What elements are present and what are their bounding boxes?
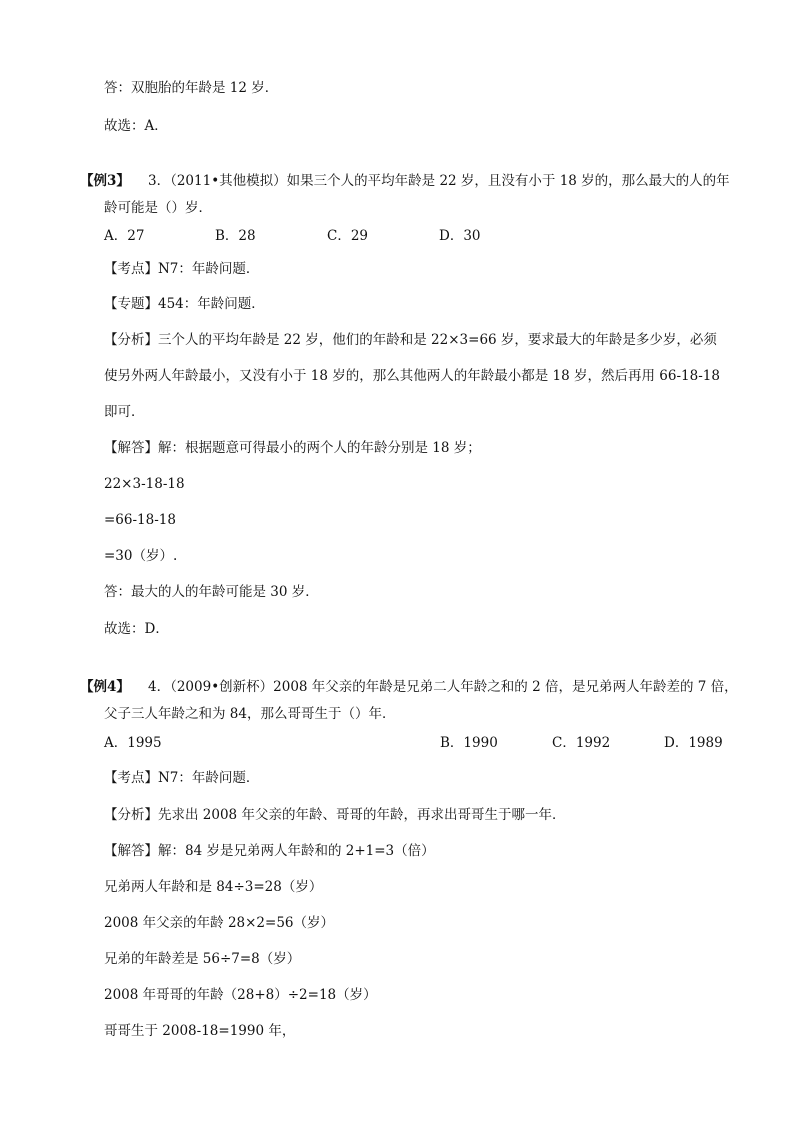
example-4-options <box>104 734 744 752</box>
example-4-option-a: A．1995 <box>104 735 162 751</box>
example-4-question-line2: 父子三人年龄之和为 84，那么哥哥生于（）年． <box>104 706 396 722</box>
example-3-zhuanti: 【专题】454：年龄问题． <box>104 296 265 312</box>
example-4-step-4: 2008 年哥哥的年龄（28+8）÷2=18（岁） <box>104 987 377 1003</box>
example-3-option-b: B．28 <box>215 228 256 244</box>
example-4-kaodian: 【考点】N7：年龄问题． <box>104 770 260 786</box>
example-3-fenxi-line1: 【分析】三个人的平均年龄是 22 岁，他们的年龄和是 22×3=66 岁，要求最大的年龄是多少岁，必须 <box>104 332 717 348</box>
example-4-option-c: C．1992 <box>552 735 611 751</box>
example-3-choice: 故选：D． <box>104 621 169 637</box>
prev-choice: 故选：A． <box>104 118 168 134</box>
example-3-jieda: 【解答】解：根据题意可得最小的两个人的年龄分别是 18 岁； <box>104 440 481 456</box>
example-3-question-line2: 龄可能是（）岁． <box>104 200 212 216</box>
example-4-step-1: 兄弟两人年龄和是 84÷3=28（岁） <box>104 879 323 895</box>
example-3-fenxi-line2: 使另外两人年龄最小，又没有小于 18 岁的，那么其他两人的年龄最小都是 18 岁，然后再用 66-18-18 <box>104 368 720 384</box>
example-3-question-line1: 3．（2011•其他模拟）如果三个人的平均年龄是 22 岁，且没有小于 18 岁的，那么最大的人的年 <box>148 173 730 189</box>
example-3-calc-2: =66-18-18 <box>104 512 176 528</box>
example-4-step-3: 兄弟的年龄差是 56÷7=8（岁） <box>104 951 301 967</box>
example-3-option-c: C．29 <box>327 228 369 244</box>
example-3-tag: 【例3】 <box>80 173 130 189</box>
example-4-step-2: 2008 年父亲的年龄 28×2=56（岁） <box>104 915 335 931</box>
example-4-tag: 【例4】 <box>80 679 130 695</box>
example-3-answer: 答：最大的人的年龄可能是 30 岁． <box>104 584 319 600</box>
prev-answer: 答：双胞胎的年龄是 12 岁． <box>104 80 279 96</box>
example-3-options <box>104 227 524 245</box>
example-3-kaodian: 【考点】N7：年龄问题． <box>104 261 260 277</box>
example-3-calc-1: 22×3-18-18 <box>104 476 185 492</box>
example-3-fenxi-line3: 即可． <box>104 404 145 420</box>
example-3-option-a: A．27 <box>104 228 145 244</box>
example-4-option-b: B．1990 <box>440 735 498 751</box>
example-4-option-d: D．1989 <box>664 735 723 751</box>
example-4-question-line1: 4．（2009•创新杯）2008 年父亲的年龄是兄弟二人年龄之和的 2 倍，是兄弟两人年龄差的 7 倍， <box>148 679 738 695</box>
example-4-fenxi: 【分析】先求出 2008 年父亲的年龄、哥哥的年龄，再求出哥哥生于哪一年． <box>104 807 566 823</box>
example-4-jieda: 【解答】解：84 岁是兄弟两人年龄和的 2+1=3（倍） <box>104 843 435 859</box>
example-3-option-d: D．30 <box>439 228 481 244</box>
example-3-calc-3: =30（岁）. <box>104 548 178 564</box>
example-4-step-5: 哥哥生于 2008-18=1990 年， <box>104 1023 296 1039</box>
